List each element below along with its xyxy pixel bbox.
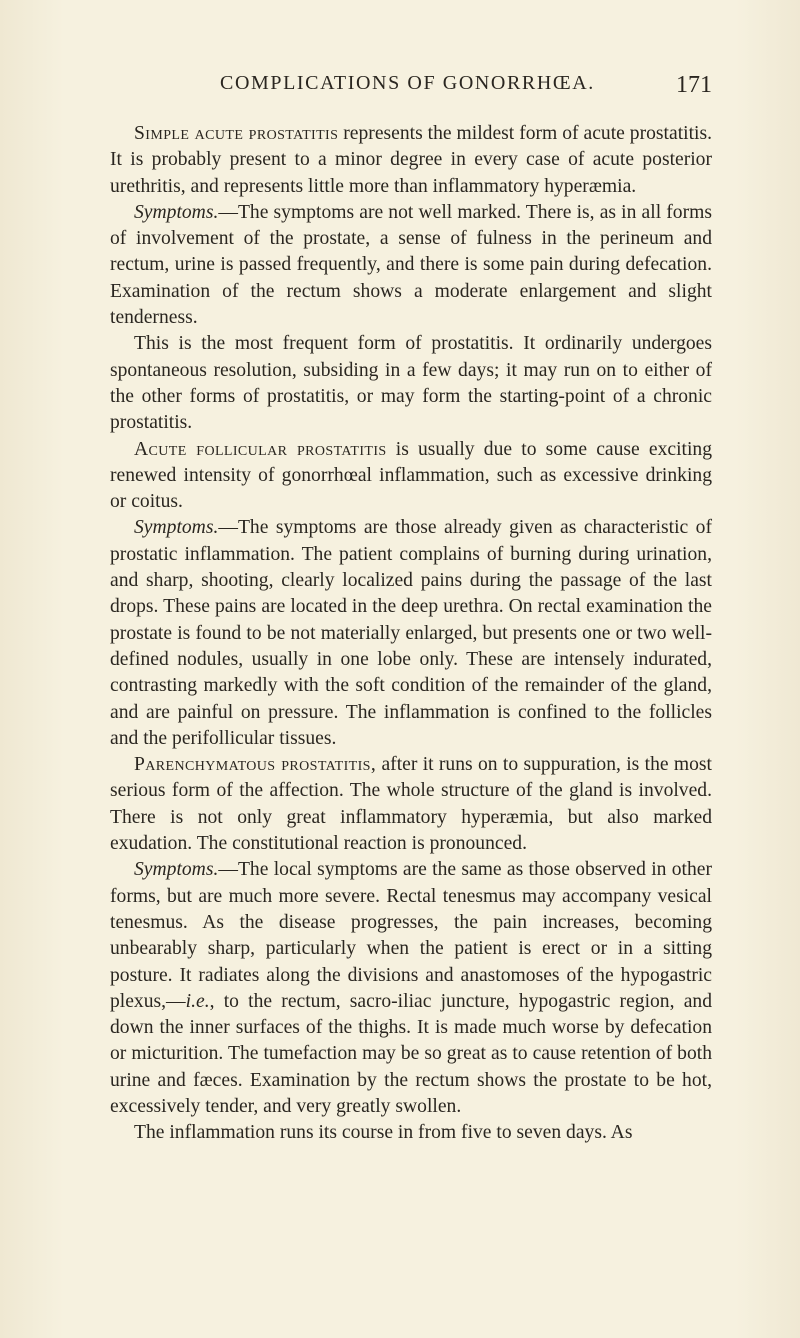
- paragraph-acute-follicular-prostatitis: [110, 437, 712, 516]
- running-title: COMPLICATIONS OF GONORRHŒA.: [220, 72, 595, 94]
- paragraph-text: after it runs on to suppuration, is the most serious form of the affection. The whole structure of the gland is involved. There is not only great inflammatory hyperæmia, but also marked exudation. The constitutional reaction is pronounced.: [110, 754, 713, 855]
- abbreviation-ie: i.e.: [185, 990, 210, 1012]
- paragraph-course: [110, 1120, 712, 1146]
- symptoms-label: Symptoms.: [134, 859, 219, 881]
- paragraph-text: —The symptoms are not well marked. There is, as in all forms of involvement of the prostate, a sense of fulness in the perineum and rectum, urine is passed frequently, and there is some pain during defecation. Examination of the rectum shows a moderate enlargement and slight tenderness.: [110, 201, 712, 329]
- paragraph-text: —The local symptoms are the same as those observed in other forms, but are much more severe. Rectal tenesmus may accompany vesical tenesmus. As the disease progresses, the pain increases, becoming unbearably sharp, particularly when the patient is erect or in a sitting posture. It radiates along the divisions and anastomoses of the hypogastric plexus,—: [110, 859, 712, 1012]
- paragraph-text: , to the rectum, sacro-iliac juncture, hypogastric region, and down the inner surfaces of the thighs. It is made much worse by defecation or micturition. The tumefaction may be so great as to cause retention of both urine and fæces. Examination by the rectum shows the prostate to be hot, excessively tender, and very greatly swollen.: [110, 990, 712, 1117]
- body-text: [110, 121, 712, 1147]
- paragraph-text: The inflammation runs its course in from five to seven days. As: [134, 1122, 633, 1144]
- paragraph-text: —The symptoms are those already given as characteristic of prostatic inflammation. The patient complains of burning during urination, and sharp, shooting, clearly localized pains during the passage of the last drops. These pains are located in the deep urethra. On rectal examination the prostate is found to be not materially enlarged, but presents one or two well-defined nodules, usually in one lobe only. These are intensely indurated, contrasting markedly with the soft condition of the remainder of the gland, and are painful on pressure. The inflammation is confined to the follicles and the perifollicular tissues.: [110, 517, 712, 749]
- paragraph-symptoms-simple: [110, 200, 712, 331]
- symptoms-label: Symptoms.: [134, 517, 219, 539]
- symptoms-label: Symptoms.: [134, 201, 219, 223]
- paragraph-parenchymatous-prostatitis: [110, 752, 712, 857]
- page-header: [110, 72, 712, 108]
- page-number: 171: [676, 72, 712, 98]
- paragraph-text: is usually due to some cause exciting renewed intensity of gonorrhœal inflammation, such as excessive drinking or coitus.: [110, 438, 712, 513]
- section-lead-simple-acute-prostatitis: Simple acute prostatitis: [134, 123, 339, 144]
- paragraph-symptoms-follicular: [110, 515, 712, 752]
- paragraph-symptoms-parenchymatous: [110, 857, 712, 1120]
- section-lead-acute-follicular-prostatitis: Acute follicular prostatitis: [134, 438, 387, 460]
- paragraph-simple-acute-prostatitis: [110, 121, 712, 200]
- paragraph-frequency: [110, 331, 712, 436]
- section-lead-parenchymatous-prostatitis: Parenchymatous prostatitis,: [134, 754, 377, 776]
- paragraph-text: This is the most frequent form of prostatitis. It ordinarily undergoes spontaneous resolution, subsiding in a few days; it may run on to either of the other forms of prostatitis, or may form the starting-point of a chronic prostatitis.: [110, 333, 712, 434]
- paragraph-text: represents the mildest form of acute prostatitis. It is probably present to a minor degree in every case of acute posterior urethritis, and represents little more than inflammatory hyperæmia.: [110, 123, 712, 197]
